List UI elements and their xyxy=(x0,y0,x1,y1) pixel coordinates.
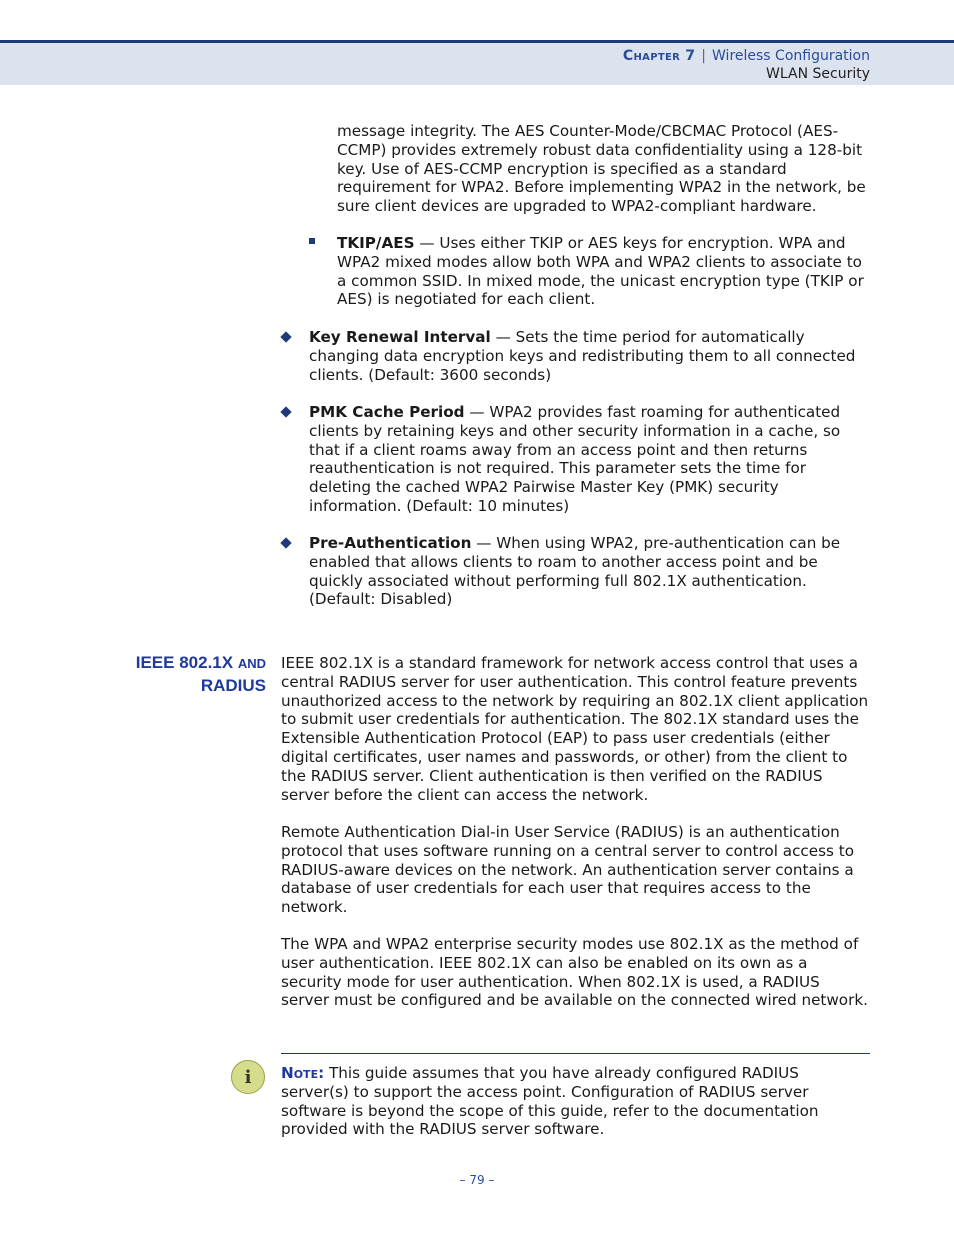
heading-line1: IEEE 802.1X xyxy=(135,653,238,672)
note-label: Note: xyxy=(281,1064,325,1082)
bullet-term: PMK Cache Period xyxy=(309,403,465,421)
square-bullet-icon xyxy=(309,238,315,244)
chapter-title: Wireless Configuration xyxy=(712,48,870,64)
bullet-item xyxy=(309,403,872,516)
note-block xyxy=(281,1064,851,1139)
bullet-item xyxy=(309,534,872,609)
diamond-bullet-icon xyxy=(280,331,291,342)
intro-text: message integrity. The AES Counter-Mode/CBCMAC Protocol (AES-CCMP) provides extremely robust data confidentiality using a 128-bit key. Use of AES-CCMP encryption is specified as a standard requirement for WPA2. Before implementing WPA2 in the network, be sure client devices are upgraded to WPA2-compliant hardware. xyxy=(337,122,866,216)
paragraph-text: Remote Authentication Dial-in User Service (RADIUS) is an authentication protocol that uses software running on a central server to control access to RADIUS-aware devices on the network. An authentication server contains a database of user credentials for each user that requires access to the network. xyxy=(281,823,855,917)
bullet-term: Pre-Authentication xyxy=(309,534,472,552)
intro-continuation xyxy=(337,122,867,216)
chapter-label: Chapter 7 xyxy=(622,48,696,64)
header-separator: | xyxy=(701,48,707,64)
header-chapter-line xyxy=(623,48,870,64)
section-heading xyxy=(136,652,266,697)
section-title: WLAN Security xyxy=(766,66,870,82)
section-paragraph xyxy=(281,654,871,804)
sub-bullet-item xyxy=(337,234,872,309)
info-glyph: i xyxy=(244,1066,252,1088)
sub-bullet-text: — Uses either TKIP or AES keys for encryption. WPA and WPA2 mixed modes allow both WPA and WPA2 clients to associate to a common SSID. In mixed mode, the unicast encryption type (TKIP or AES) is negotiated for each client. xyxy=(337,234,864,309)
page-header xyxy=(0,40,954,85)
heading-and: AND xyxy=(237,656,266,671)
page-number: – 79 – xyxy=(459,1173,495,1187)
info-icon xyxy=(231,1060,265,1094)
bullet-term: Key Renewal Interval xyxy=(309,328,491,346)
diamond-bullet-icon xyxy=(280,537,291,548)
diamond-bullet-icon xyxy=(280,406,291,417)
bullet-text: — When using WPA2, pre-authentication can be enabled that allows clients to roam to another access point and be quickly associated without performing full 802.1X authentication. (Default: Disabled) xyxy=(309,534,841,609)
note-divider xyxy=(281,1053,870,1054)
paragraph-text: IEEE 802.1X is a standard framework for network access control that uses a central RADIUS server for user authentication. This control feature prevents unauthorized access to the network by requiring an 802.1X client application to submit user credentials for authentication. The 802.1X standard uses the Extensible Authentication Protocol (EAP) to pass user credentials (either digital certificates, user names and passwords, or other) from the client to the RADIUS server. Client authentication is then verified on the RADIUS server before the client can access the network. xyxy=(281,654,869,804)
note-text: This guide assumes that you have already configured RADIUS server(s) to support the access point. Configuration of RADIUS server software is beyond the scope of this guide, refer to the documentation provided with the RADIUS server software. xyxy=(281,1064,819,1139)
section-paragraph xyxy=(281,935,871,1010)
bullet-text: — Sets the time period for automatically changing data encryption keys and redistributing them to all connected clients. (Default: 3600 seconds) xyxy=(309,328,856,384)
heading-line2: RADIUS xyxy=(200,676,266,695)
bullet-item xyxy=(309,328,872,384)
sub-bullet-term: TKIP/AES xyxy=(337,234,415,252)
paragraph-text: The WPA and WPA2 enterprise security modes use 802.1X as the method of user authentication. IEEE 802.1X can also be enabled on its own as a security mode for user authentication. When 802.1X is used, a RADIUS server must be configured and be available on the connected wired network. xyxy=(281,935,868,1010)
section-paragraph xyxy=(281,823,871,917)
bullet-text: — WPA2 provides fast roaming for authenticated clients by retaining keys and other security information in a cache, so that if a client roams away from an access point and then returns reauthentication is not required. This parameter sets the time for deleting the cached WPA2 Pairwise Master Key (PMK) security information. (Default: 10 minutes) xyxy=(309,403,841,515)
